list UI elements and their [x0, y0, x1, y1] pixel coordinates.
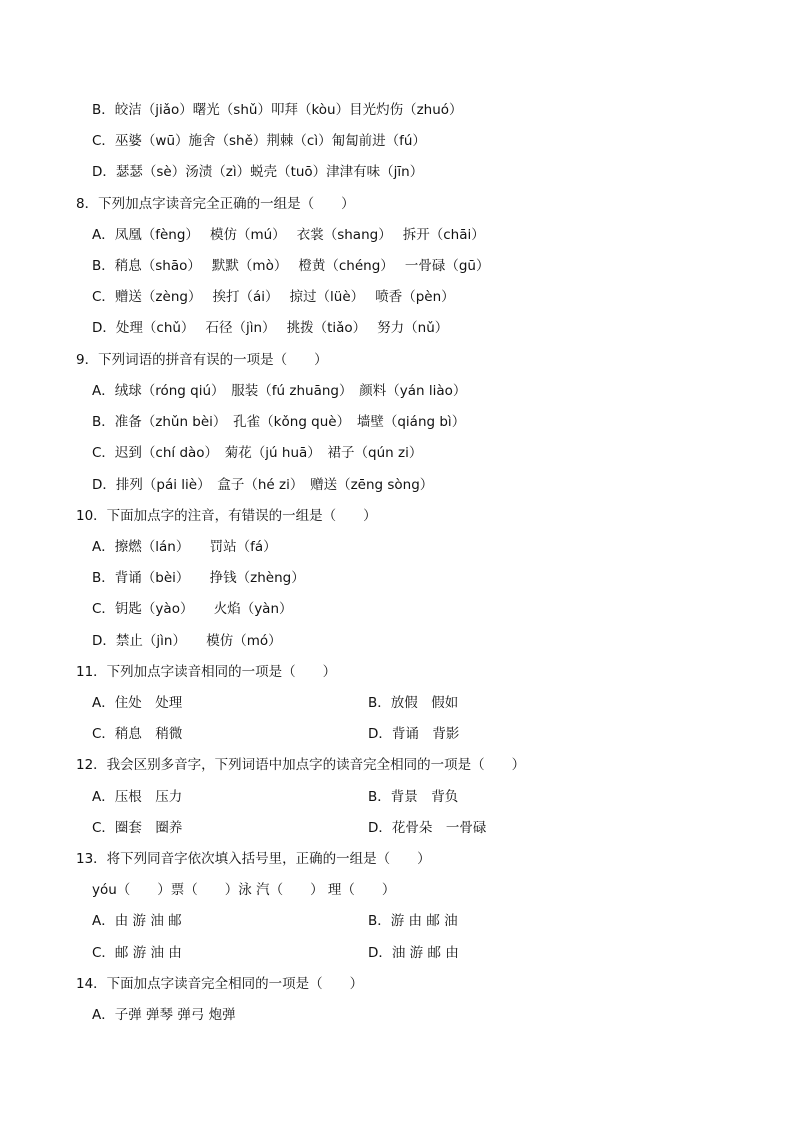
answer-option: B．稍息（shāo） 默默（mò） 橙黄（chéng） 一骨碌（gū） — [92, 258, 490, 274]
answer-option: B．放假 假如 — [368, 695, 459, 711]
answer-option: D．瑟瑟（sè）汤渍（zì）蜕壳（tuō）津津有味（jīn） — [92, 164, 424, 180]
question-stem: 11．下列加点字读音相同的一项是（ ） — [76, 664, 337, 680]
answer-option: B．准备（zhǔn bèi） 孔雀（kǒng què） 墙壁（qiáng bì） — [92, 414, 466, 430]
answer-option: C．邮 游 油 由 — [92, 945, 182, 961]
answer-option: B．背诵（bèi） 挣钱（zhèng） — [92, 570, 305, 586]
question-stem: 13．将下列同音字依次填入括号里，正确的一组是（ ） — [76, 851, 431, 867]
question-stem: 14．下面加点字读音完全相同的一项是（ ） — [76, 976, 364, 992]
answer-option: B．背景 背负 — [368, 789, 459, 805]
answer-option: D．花骨朵 一骨碌 — [368, 820, 487, 836]
answer-option: A．住处 处理 — [92, 695, 183, 711]
answer-option: A．由 游 油 邮 — [92, 913, 182, 929]
answer-option: A．凤凰（fèng） 模仿（mú） 衣裳（shang） 拆开（chāi） — [92, 227, 485, 243]
question-stem: 12．我会区别多音字，下列词语中加点字的读音完全相同的一项是（ ） — [76, 757, 526, 773]
answer-option: B．游 由 邮 油 — [368, 913, 458, 929]
answer-option: C．巫婆（wū）施舍（shě）荆棘（cì）匍匐前进（fú） — [92, 133, 426, 149]
question-stem: 10．下面加点字的注音，有错误的一组是（ ） — [76, 508, 377, 524]
answer-option: D．油 游 邮 由 — [368, 945, 459, 961]
answer-option: D．排列（pái liè） 盒子（hé zi） 赠送（zēng sòng） — [92, 477, 434, 493]
answer-option: C．钥匙（yào） 火焰（yàn） — [92, 601, 293, 617]
answer-option: A．擦燃（lán） 罚站（fá） — [92, 539, 277, 555]
answer-option: C．圈套 圈养 — [92, 820, 183, 836]
answer-option: C．赠送（zèng） 挨打（ái） 掠过（lüè） 喷香（pèn） — [92, 289, 455, 305]
question-stem: 8．下列加点字读音完全正确的一组是（ ） — [76, 196, 355, 212]
answer-option: C．稍息 稍微 — [92, 726, 183, 742]
answer-option: D．背诵 背影 — [368, 726, 460, 742]
answer-option: A．压根 压力 — [92, 789, 183, 805]
answer-option: D．禁止（jìn） 模仿（mó） — [92, 633, 282, 649]
answer-option: A．绒球（róng qiú） 服装（fú zhuāng） 颜料（yán liào） — [92, 383, 467, 399]
answer-option: yóu（ ）票（ ）泳 汽（ ） 理（ ） — [92, 882, 396, 898]
answer-option: A．子弹 弹琴 弹弓 炮弹 — [92, 1007, 236, 1023]
answer-option: D．处理（chǔ） 石径（jìn） 挑拨（tiǎo） 努力（nǔ） — [92, 320, 449, 336]
answer-option: B．皎洁（jiǎo）曙光（shǔ）叩拜（kòu）目光灼伤（zhuó） — [92, 102, 463, 118]
question-stem: 9．下列词语的拼音有误的一项是（ ） — [76, 352, 328, 368]
answer-option: C．迟到（chí dào） 菊花（jú huā） 裙子（qún zi） — [92, 445, 423, 461]
